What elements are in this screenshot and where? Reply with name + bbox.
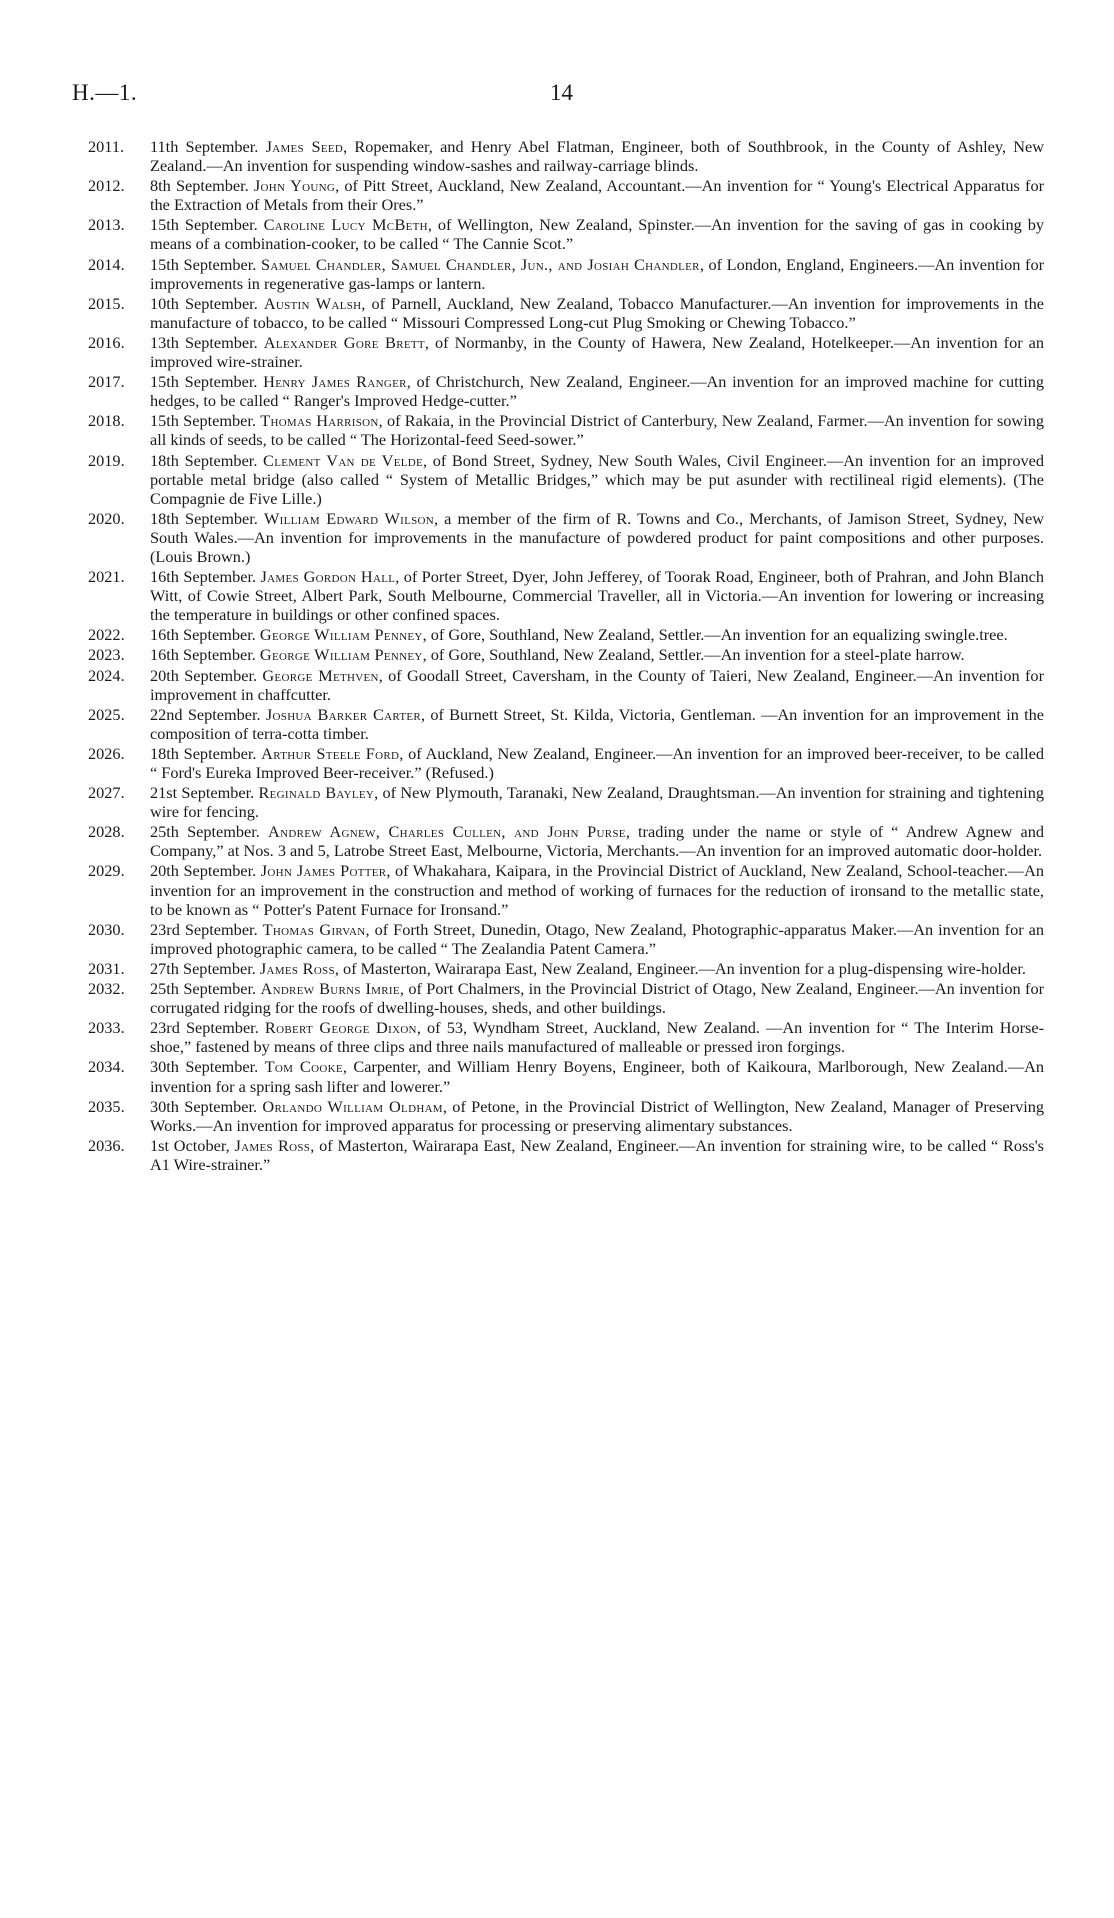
entry-description: , of Port Chalmers, in the Provincial District of Otago, New Zealand, Engineer.—An invention for corrugated ridging for the roofs of dwelling-houses, sheds, and other buildings. xyxy=(150,979,1045,1018)
entry-description: , of Burnett Street, St. Kilda, Victoria, Gentleman. —An invention for an improvement in the composition of terra-cotta timber. xyxy=(150,704,1045,743)
entry-number: 2026. xyxy=(88,743,125,763)
entry-date: 16th September. xyxy=(150,625,256,645)
entry-description: , of 53, Wyndham Street, Auckland, New Zealand. —An invention for “ The Interim Horse-shoe,” fastened by means of three clips and three nails manufactured of malleable or pressed iron forgings. xyxy=(150,1018,1045,1057)
applicant-name: James Seed xyxy=(265,137,344,156)
entry-date: 25th September. xyxy=(150,822,260,842)
entry-date: 10th September. xyxy=(150,293,258,313)
entry-body xyxy=(150,822,1044,860)
entry-body xyxy=(150,979,1044,1017)
entry-number: 2024. xyxy=(88,665,125,685)
entry-number: 2032. xyxy=(88,979,125,999)
patent-entry xyxy=(88,451,1044,508)
entry-date: 13th September. xyxy=(150,332,258,352)
applicant-name: Reginald Bayley xyxy=(258,783,375,803)
entry-description: , of Gore, Southland, New Zealand, Settler.—An invention for an equalizing swingle.tree. xyxy=(422,625,1008,645)
patent-entry xyxy=(88,979,1044,1017)
entry-body xyxy=(150,783,1044,821)
entry-description: , of Christchurch, New Zealand, Engineer.—An invention for an improved machine for cutting hedges, to be called “ Ranger's Improved Hedge-cutter.” xyxy=(150,372,1045,411)
applicant-name: Thomas Harrison xyxy=(260,411,379,431)
applicant-name: James Ross xyxy=(234,1135,311,1155)
patent-entry xyxy=(88,1057,1044,1095)
applicant-name: Alexander Gore Brett xyxy=(263,332,425,352)
patent-entry xyxy=(88,959,1044,978)
entry-number: 2035. xyxy=(88,1096,125,1116)
entry-number: 2022. xyxy=(88,625,125,645)
entry-date: 15th September. xyxy=(150,215,258,235)
patent-entry xyxy=(88,215,1044,253)
patent-entry xyxy=(88,705,1044,743)
entry-number: 2012. xyxy=(88,176,125,196)
entry-date: 15th September. xyxy=(150,372,258,392)
applicant-name: James Gordon Hall xyxy=(260,567,396,587)
patent-entry xyxy=(88,294,1044,332)
entry-body xyxy=(150,137,1044,175)
entry-number: 2031. xyxy=(88,958,125,978)
entry-body xyxy=(150,567,1044,624)
patent-entry xyxy=(88,783,1044,821)
entry-body xyxy=(150,959,1044,978)
patent-entry xyxy=(88,509,1044,566)
patent-entry xyxy=(88,920,1044,958)
entry-body xyxy=(150,1018,1044,1056)
entry-number: 2021. xyxy=(88,567,125,587)
entry-date: 20th September. xyxy=(150,861,257,881)
applicant-name: James Ross xyxy=(259,958,335,978)
entry-body xyxy=(150,215,1044,253)
applicant-name: William Edward Wilson xyxy=(263,508,435,528)
applicant-name: Andrew Agnew, Charles Cullen, and John Purse xyxy=(268,822,626,842)
entry-number: 2013. xyxy=(88,215,125,235)
entry-description: , of Bond Street, Sydney, New South Wales, Civil Engineer.—An invention for an improved portable metal bridge (also called “ System of Metallic Bridges,” which may be put asunder with rectilineal rigid elements). (The Compagnie de Five Lille.) xyxy=(150,450,1045,508)
entry-description: , of London, England, Engineers.—An invention for improvements in regenerative gas-lamps or lantern. xyxy=(150,254,1045,293)
applicant-name: Joshua Barker Carter xyxy=(265,704,422,724)
entry-body xyxy=(150,920,1044,958)
entry-number: 2034. xyxy=(88,1057,125,1077)
entry-body xyxy=(150,255,1044,293)
entry-body xyxy=(150,744,1044,782)
entry-body xyxy=(150,666,1044,704)
entry-number: 2033. xyxy=(88,1018,125,1038)
entry-number: 2015. xyxy=(88,293,125,313)
entry-date: 18th September. xyxy=(150,450,258,470)
entry-body xyxy=(150,1136,1044,1174)
entry-date: 15th September. xyxy=(150,254,257,274)
entry-date: 16th September. xyxy=(150,567,257,587)
entry-number: 2017. xyxy=(88,372,125,392)
entry-body xyxy=(150,372,1044,410)
entry-description: , of Petone, in the Provincial District of Wellington, New Zealand, Manager of Preserving Works.—An invention for improved apparatus for processing or preserving alimentary substances. xyxy=(150,1096,1045,1135)
entry-date: 1st October, xyxy=(150,1135,230,1155)
entry-date: 25th September. xyxy=(150,979,257,999)
page-number: 14 xyxy=(550,80,573,105)
entry-body xyxy=(150,861,1044,918)
entry-description: , of Pitt Street, Auckland, New Zealand, Accountant.—An invention for “ Young's Electrical Apparatus for the Extraction of Metals from their Ores.” xyxy=(150,176,1045,215)
applicant-name: John Young xyxy=(253,176,336,196)
entry-date: 18th September. xyxy=(150,743,257,763)
applicant-name: George William Penney xyxy=(259,625,423,645)
entry-date: 22nd September. xyxy=(150,704,261,724)
entry-number: 2027. xyxy=(88,783,125,803)
entry-body xyxy=(150,333,1044,371)
page-header xyxy=(72,80,1052,112)
entry-number: 2030. xyxy=(88,919,125,939)
entry-date: 23rd September. xyxy=(150,919,258,939)
patent-entries-list xyxy=(88,137,1044,1175)
entry-number: 2018. xyxy=(88,411,125,431)
applicant-name: Samuel Chandler, Samuel Chandler, Jun., and Josiah Chandler xyxy=(260,254,700,274)
patent-entry xyxy=(88,176,1044,214)
applicant-name: Austin Walsh xyxy=(263,293,362,313)
patent-entry xyxy=(88,744,1044,782)
patent-entry xyxy=(88,411,1044,449)
entry-body xyxy=(150,625,1044,644)
entry-description: , of Normanby, in the County of Hawera, New Zealand, Hotelkeeper.—An invention for an improved wire-strainer. xyxy=(150,332,1045,372)
entry-description: , of Masterton, Wairarapa East, New Zealand, Engineer.—An invention for straining wire, to be called “ Ross's A1 Wire-strainer.” xyxy=(150,1135,1044,1174)
entry-number: 2019. xyxy=(88,450,125,470)
applicant-name: Clement Van de Velde xyxy=(263,450,424,470)
entry-number: 2020. xyxy=(88,508,125,528)
entry-description: , of Masterton, Wairarapa East, New Zealand, Engineer.—An invention for a plug-dispensing wire-holder. xyxy=(334,958,1026,978)
entry-number: 2023. xyxy=(88,645,125,665)
entry-description: , of Porter Street, Dyer, John Jefferey, of Toorak Road, Engineer, both of Prahran, and John Blanch Witt, of Cowie Street, Albert Park, South Melbourne, Commercial Traveller, all in Victoria.—An invention for lowering or increasing the temperature in buildings or other confined spaces. xyxy=(150,567,1044,625)
patent-entry xyxy=(88,861,1044,918)
entry-date: 18th September. xyxy=(150,508,258,528)
applicant-name: Tom Cooke xyxy=(264,1057,343,1077)
applicant-name: Thomas Girvan xyxy=(262,919,366,939)
patent-entry xyxy=(88,625,1044,644)
patent-entry xyxy=(88,333,1044,371)
entry-number: 2036. xyxy=(88,1135,125,1155)
applicant-name: Robert George Dixon xyxy=(264,1018,417,1038)
applicant-name: George Methven xyxy=(262,665,379,685)
applicant-name: Caroline Lucy McBeth xyxy=(263,215,428,235)
patent-entry xyxy=(88,1097,1044,1135)
entry-description: , of Gore, Southland, New Zealand, Settler.—An invention for a steel-plate harrow. xyxy=(422,645,965,665)
patent-entry xyxy=(88,255,1044,293)
page-reference: H.—1. xyxy=(72,80,138,105)
applicant-name: Andrew Burns Imrie xyxy=(260,979,400,999)
entry-description: , of New Plymouth, Taranaki, New Zealand, Draughtsman.—An invention for straining and tightening wire for fencing. xyxy=(150,783,1044,822)
entry-date: 20th September. xyxy=(150,665,258,685)
entry-date: 8th September. xyxy=(150,176,249,196)
entry-date: 27th September. xyxy=(150,958,256,978)
entry-body xyxy=(150,1097,1044,1135)
entry-date: 30th September. xyxy=(150,1096,258,1116)
entry-description: , of Wellington, New Zealand, Spinster.—An invention for the saving of gas in cooking by means of a combination-cooker, to be called “ The Cannie Scot.” xyxy=(150,215,1044,254)
entry-description: , of Forth Street, Dunedin, Otago, New Zealand, Photographic-apparatus Maker.—An invention for an improved photographic camera, to be called “ The Zealandia Patent Camera.” xyxy=(150,919,1044,958)
entry-description: , trading under the name or style of “ Andrew Agnew and Company,” at Nos. 3 and 5, Latrobe Street East, Melbourne, Victoria, Merchants.—An invention for an improved automatic door-holder. xyxy=(150,822,1044,861)
entry-number: 2011. xyxy=(88,137,125,156)
entry-number: 2029. xyxy=(88,861,125,881)
applicant-name: Orlando William Oldham xyxy=(262,1096,443,1116)
entry-date: 11th September. xyxy=(150,137,259,156)
patent-entry xyxy=(88,1136,1044,1174)
entry-date: 23rd September. xyxy=(150,1018,259,1038)
entry-body xyxy=(150,509,1044,566)
applicant-name: Henry James Ranger xyxy=(263,372,407,392)
entry-number: 2028. xyxy=(88,822,125,842)
entry-description: , of Rakaia, in the Provincial District of Canterbury, New Zealand, Farmer.—An invention for sowing all kinds of seeds, to be called “ The Horizontal-feed Seed-sower.” xyxy=(150,411,1044,450)
entry-description: , of Whakahara, Kaipara, in the Provincial District of Auckland, New Zealand, School-teacher.—An invention for an improvement in the construction and method of working of furnaces for the reduction of ironsand to the metallic state, to be known as “ Potter's Patent Furnace for Ironsand.” xyxy=(150,861,1044,919)
entry-number: 2025. xyxy=(88,704,125,724)
patent-entry xyxy=(88,1018,1044,1056)
entry-body xyxy=(150,294,1044,332)
entry-body xyxy=(150,1057,1044,1095)
entry-number: 2014. xyxy=(88,254,125,274)
entry-description: , of Parnell, Auckland, New Zealand, Tobacco Manufacturer.—An invention for improvements in the manufacture of tobacco, to be called “ Missouri Compressed Long-cut Plug Smoking or Chewing Tobacco.” xyxy=(150,293,1044,332)
entry-body xyxy=(150,451,1044,508)
applicant-name: George William Penney xyxy=(259,645,423,665)
patent-entry xyxy=(88,372,1044,410)
entry-description: , of Auckland, New Zealand, Engineer.—An invention for an improved beer-receiver, to be called “ Ford's Eureka Improved Beer-receiver.” (Refused.) xyxy=(150,743,1045,782)
entry-body xyxy=(150,645,1044,664)
entry-description: , a member of the firm of R. Towns and Co., Merchants, of Jamison Street, Sydney, New South Wales.—An invention for improvements in the manufacture of powdered product for paint compositions and other purposes. (Louis Brown.) xyxy=(150,508,1044,566)
entry-date: 15th September. xyxy=(150,411,256,431)
entry-description: , of Goodall Street, Caversham, in the County of Taieri, New Zealand, Engineer.—An invention for improvement in chaffcutter. xyxy=(150,665,1044,704)
entry-date: 30th September. xyxy=(150,1057,259,1077)
patent-entry xyxy=(88,645,1044,664)
patent-entry xyxy=(88,137,1044,175)
patent-entry xyxy=(88,822,1044,860)
entry-body xyxy=(150,705,1044,743)
patent-entry xyxy=(88,567,1044,624)
entry-date: 16th September. xyxy=(150,645,256,665)
entry-body xyxy=(150,411,1044,449)
applicant-name: John James Potter xyxy=(260,861,387,881)
entry-description: , Carpenter, and William Henry Boyens, Engineer, both of Kaikoura, Marlborough, New Zealand.—An invention for a spring sash lifter and lowerer.” xyxy=(150,1057,1044,1096)
entry-date: 21st September. xyxy=(150,783,255,803)
entry-number: 2016. xyxy=(88,332,125,352)
entry-body xyxy=(150,176,1044,214)
applicant-name: Arthur Steele Ford xyxy=(261,743,400,763)
patent-entry xyxy=(88,666,1044,704)
entry-description: , Ropemaker, and Henry Abel Flatman, Engineer, both of Southbrook, in the County of Ashley, New Zealand.—An invention for suspending window-sashes and railway-carriage blinds. xyxy=(150,137,1044,176)
